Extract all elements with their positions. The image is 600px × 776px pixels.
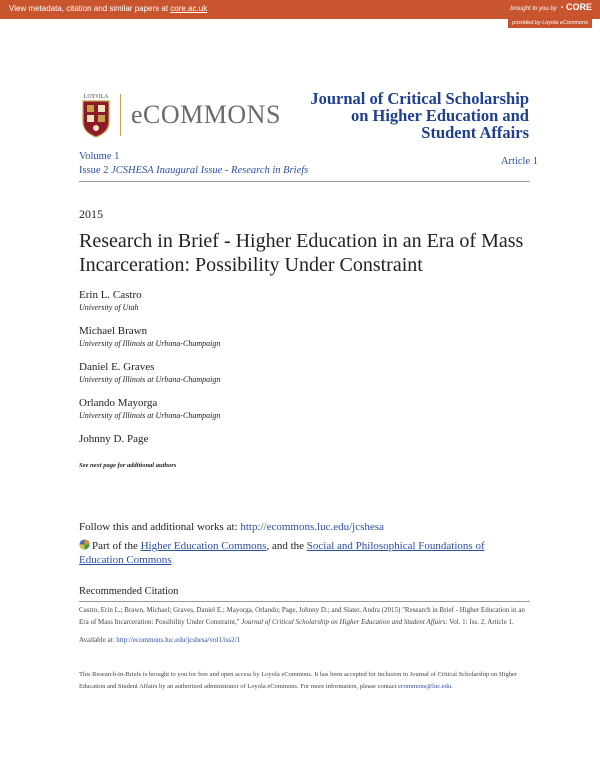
part-of-line: [79, 539, 529, 567]
available-url-link[interactable]: http://ecommons.luc.edu/jcshesa/vol1/iss2/1: [116, 636, 241, 644]
access-statement-tail: .: [451, 682, 453, 690]
access-statement-text: This Research-in-Briefs is brought to you for free and open access by Loyola eCommons. It has been accepted for inclusion in Journal of Critical Scholarship on Higher Education and Student Affairs by an authorized administrator of Loyola eCommons. For more information, please contact: [79, 671, 518, 690]
logo-divider: [120, 94, 121, 136]
see-next-page-note: See next page for additional authors: [79, 462, 177, 469]
core-left-text: View metadata, citation and similar papers at: [9, 4, 171, 13]
citation-tail: : Vol. 1: Iss. 2, Article 1.: [445, 618, 514, 626]
provided-by-badge: provided by Loyola eCommons: [508, 18, 592, 28]
paper-title: Research in Brief - Higher Education in an Era of Mass Incarceration: Possibility Under Constraint: [79, 230, 524, 276]
author-affiliation: University of Illinois at Urbana-Champaign: [79, 339, 221, 348]
higher-education-commons-link[interactable]: Higher Education Commons: [140, 540, 267, 552]
social-philosophical-foundations-link[interactable]: Social and Philosophical Foundations of Education Commons: [79, 540, 485, 566]
journal-title-line-1: Journal of Critical Scholarship: [310, 89, 529, 108]
citation-text: [79, 604, 531, 628]
access-statement: [79, 669, 531, 692]
follow-url-link[interactable]: http://ecommons.luc.edu/jcshesa: [240, 521, 384, 533]
core-label: CORE: [565, 2, 592, 12]
brought-by-text: brought to you by: [510, 6, 557, 12]
journal-title[interactable]: [289, 90, 529, 141]
issue-link[interactable]: [79, 164, 308, 178]
article-link[interactable]: Article 1: [500, 156, 538, 167]
citation-divider: [79, 601, 530, 602]
author-name: Johnny D. Page: [79, 433, 149, 445]
core-banner: [0, 0, 600, 19]
author-affiliation: University of Utah: [79, 303, 139, 312]
volume-link[interactable]: Volume 1: [79, 151, 120, 162]
author-entry: [79, 433, 499, 446]
available-at-line: [79, 636, 240, 644]
author-entry: [79, 361, 499, 385]
journal-title-line-2: on Higher Education and: [350, 106, 529, 125]
header-divider: [79, 181, 530, 182]
author-name: Orlando Mayorga: [79, 397, 158, 409]
available-prefix: Available at:: [79, 636, 117, 644]
core-link[interactable]: core.ac.uk: [170, 4, 208, 13]
repository-name[interactable]: eCOMMONS: [131, 100, 281, 129]
loyola-seal-icon: [80, 92, 112, 138]
open-access-icon: [79, 539, 90, 550]
recommended-citation-heading: Recommended Citation: [79, 586, 179, 597]
author-name: Erin L. Castro: [79, 289, 142, 301]
issue-name: JCSHESA Inaugural Issue - Research in Briefs: [111, 165, 309, 176]
core-brand[interactable]: [510, 2, 592, 12]
publication-year: 2015: [79, 207, 103, 221]
follow-line: [79, 521, 384, 533]
issue-prefix: Issue 2: [79, 165, 109, 176]
author-name: Michael Brawn: [79, 325, 148, 337]
citation-journal: Journal of Critical Scholarship on Higher Education and Student Affairs: [241, 618, 446, 626]
author-name: Daniel E. Graves: [79, 361, 155, 373]
citation-body: Castro, Erin L.; Brawn, Michael; Graves, Daniel E.; Mayorga, Orlando; Page, Johnny D.; and Slater, Andra (2015) "Research in Brief - Higher Education in an Era of Mass Incarceration: Possibility Under Constraint,": [79, 606, 525, 626]
author-affiliation: University of Illinois at Urbana-Champaign: [79, 375, 221, 384]
contact-email-link[interactable]: ecommons@luc.edu: [398, 682, 452, 690]
issue-info: [79, 150, 308, 178]
follow-text: Follow this and additional works at:: [79, 521, 241, 533]
core-logo-icon: ◔: [558, 3, 564, 12]
journal-title-line-3: Student Affairs: [421, 123, 529, 142]
author-affiliation: University of Illinois at Urbana-Champaign: [79, 411, 221, 420]
author-entry: [79, 289, 499, 313]
and-text: , and the: [266, 540, 307, 552]
author-list: [79, 289, 499, 458]
part-of-text: Part of the: [92, 540, 141, 552]
author-entry: [79, 397, 499, 421]
core-metadata-link[interactable]: [9, 4, 207, 13]
seal-label: LOYOLA: [83, 94, 109, 100]
author-entry: [79, 325, 499, 349]
